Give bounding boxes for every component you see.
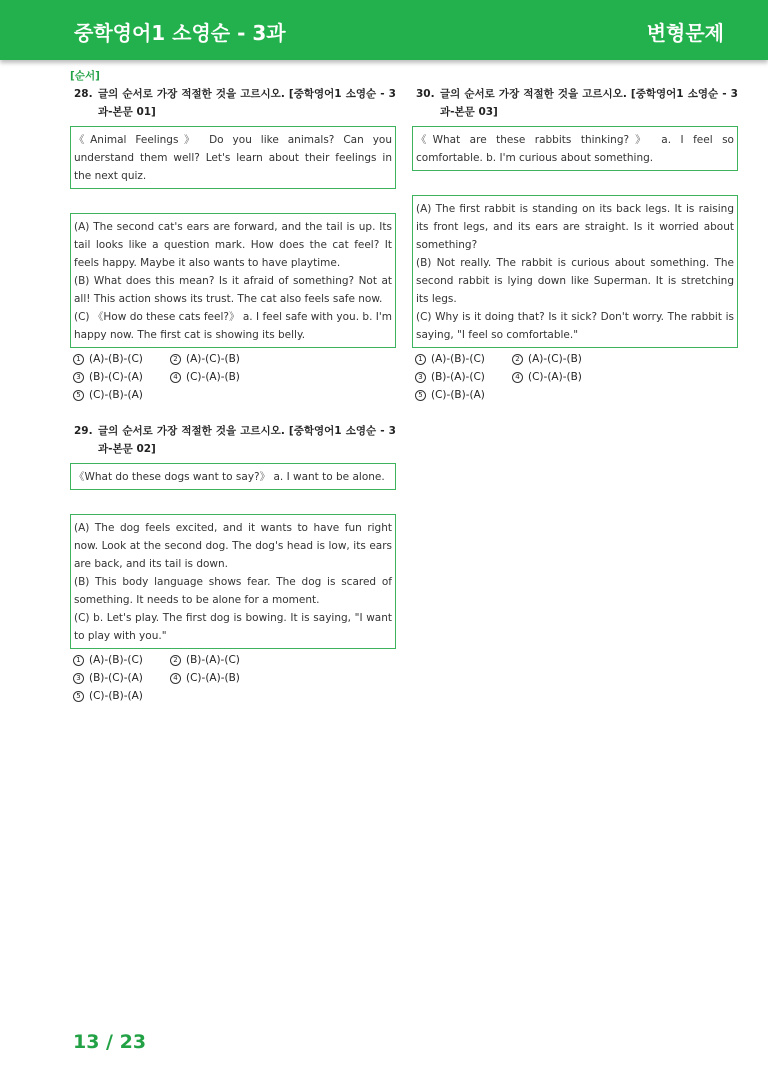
answer-options bbox=[73, 350, 396, 404]
question-heading bbox=[74, 85, 396, 121]
option-marker: 3 bbox=[73, 372, 84, 383]
intro-text: 《What do these dogs want to say?》 a. I want to be alone. bbox=[74, 471, 385, 483]
option-marker: 2 bbox=[170, 655, 181, 666]
option-1[interactable]: 1 (A)-(B)-(C) bbox=[415, 350, 512, 368]
option-1[interactable]: 1 (A)-(B)-(C) bbox=[73, 350, 170, 368]
question-number: 30. bbox=[416, 88, 435, 100]
section-tag: [순서] bbox=[70, 70, 100, 82]
paragraph-b: (B) This body language shows fear. The dog is scared of something. It needs to be alone for a moment. bbox=[74, 576, 392, 606]
option-5[interactable]: 5 (C)-(B)-(A) bbox=[73, 687, 170, 705]
passage-box bbox=[70, 514, 396, 649]
question-28 bbox=[70, 85, 396, 404]
answer-options bbox=[73, 651, 396, 705]
intro-box bbox=[70, 463, 396, 490]
option-marker: 4 bbox=[512, 372, 523, 383]
paragraph-c: (C) Why is it doing that? Is it sick? Don't worry. The rabbit is saying, "I feel so comfortable." bbox=[416, 311, 734, 341]
question-prompt: 글의 순서로 가장 적절한 것을 고르시오. [중학영어1 소영순 - 3과-본문 03] bbox=[440, 88, 738, 118]
paragraph-c: (C) 《How do these cats feel?》 a. I feel safe with you. b. I'm happy now. The first cat is showing its belly. bbox=[74, 311, 392, 341]
question-prompt: 글의 순서로 가장 적절한 것을 고르시오. [중학영어1 소영순 - 3과-본문 02] bbox=[98, 425, 396, 455]
option-marker: 1 bbox=[73, 354, 84, 365]
intro-box bbox=[70, 126, 396, 189]
page-header bbox=[0, 0, 768, 60]
option-5[interactable]: 5 (C)-(B)-(A) bbox=[415, 386, 512, 404]
option-4[interactable]: 4 (C)-(A)-(B) bbox=[512, 368, 609, 386]
page-number: 13 / 23 bbox=[73, 1031, 147, 1053]
question-heading bbox=[74, 422, 396, 458]
question-prompt: 글의 순서로 가장 적절한 것을 고르시오. [중학영어1 소영순 - 3과-본문 01] bbox=[98, 88, 396, 118]
header-category: 변형문제 bbox=[646, 21, 724, 45]
option-1[interactable]: 1 (A)-(B)-(C) bbox=[73, 651, 170, 669]
option-marker: 5 bbox=[415, 390, 426, 401]
option-marker: 1 bbox=[415, 354, 426, 365]
page-title: 중학영어1 소영순 - 3과 bbox=[74, 21, 286, 45]
paragraph-a: (A) The dog feels excited, and it wants to have fun right now. Look at the second dog. The dog's head is low, its ears are back, and its tail is down. bbox=[74, 522, 392, 570]
paragraph-a: (A) The second cat's ears are forward, and the tail is up. Its tail looks like a question mark. How does the cat feel? It feels happy. Maybe it also wants to have playtime. bbox=[74, 221, 392, 269]
option-marker: 4 bbox=[170, 372, 181, 383]
option-2[interactable]: 2 (B)-(A)-(C) bbox=[170, 651, 267, 669]
option-2[interactable]: 2 (A)-(C)-(B) bbox=[512, 350, 609, 368]
left-column bbox=[70, 68, 396, 705]
answer-options bbox=[415, 350, 738, 404]
option-marker: 5 bbox=[73, 390, 84, 401]
option-3[interactable]: 3 (B)-(C)-(A) bbox=[73, 368, 170, 386]
option-marker: 5 bbox=[73, 691, 84, 702]
intro-text: 《Animal Feelings》 Do you like animals? Can you understand them well? Let's learn about their feelings in the next quiz. bbox=[74, 134, 392, 182]
option-3[interactable]: 3 (B)-(C)-(A) bbox=[73, 669, 170, 687]
paragraph-c: (C) b. Let's play. The first dog is bowing. It is saying, "I want to play with you." bbox=[74, 612, 392, 642]
option-marker: 1 bbox=[73, 655, 84, 666]
question-number: 28. bbox=[74, 88, 93, 100]
option-4[interactable]: 4 (C)-(A)-(B) bbox=[170, 669, 267, 687]
right-column bbox=[412, 68, 738, 404]
option-marker: 3 bbox=[415, 372, 426, 383]
passage-box bbox=[412, 195, 738, 348]
option-marker: 3 bbox=[73, 673, 84, 684]
question-number: 29. bbox=[74, 425, 93, 437]
passage-box bbox=[70, 213, 396, 348]
paragraph-a: (A) The first rabbit is standing on its back legs. It is raising its front legs, and its ears are straight. Is it worried about something? bbox=[416, 203, 734, 251]
question-heading bbox=[416, 85, 738, 121]
option-2[interactable]: 2 (A)-(C)-(B) bbox=[170, 350, 267, 368]
option-marker: 2 bbox=[512, 354, 523, 365]
option-marker: 2 bbox=[170, 354, 181, 365]
paragraph-b: (B) What does this mean? Is it afraid of something? Not at all! This action shows its trust. The cat also feels safe now. bbox=[74, 275, 392, 305]
paragraph-b: (B) Not really. The rabbit is curious about something. The second rabbit is lying down like Superman. It is stretching its legs. bbox=[416, 257, 734, 305]
intro-text: 《What are these rabbits thinking?》 a. I feel so comfortable. b. I'm curious about something. bbox=[416, 134, 734, 164]
intro-box bbox=[412, 126, 738, 171]
option-3[interactable]: 3 (B)-(A)-(C) bbox=[415, 368, 512, 386]
option-4[interactable]: 4 (C)-(A)-(B) bbox=[170, 368, 267, 386]
option-marker: 4 bbox=[170, 673, 181, 684]
question-29 bbox=[70, 422, 396, 705]
option-5[interactable]: 5 (C)-(B)-(A) bbox=[73, 386, 170, 404]
question-30 bbox=[412, 85, 738, 404]
